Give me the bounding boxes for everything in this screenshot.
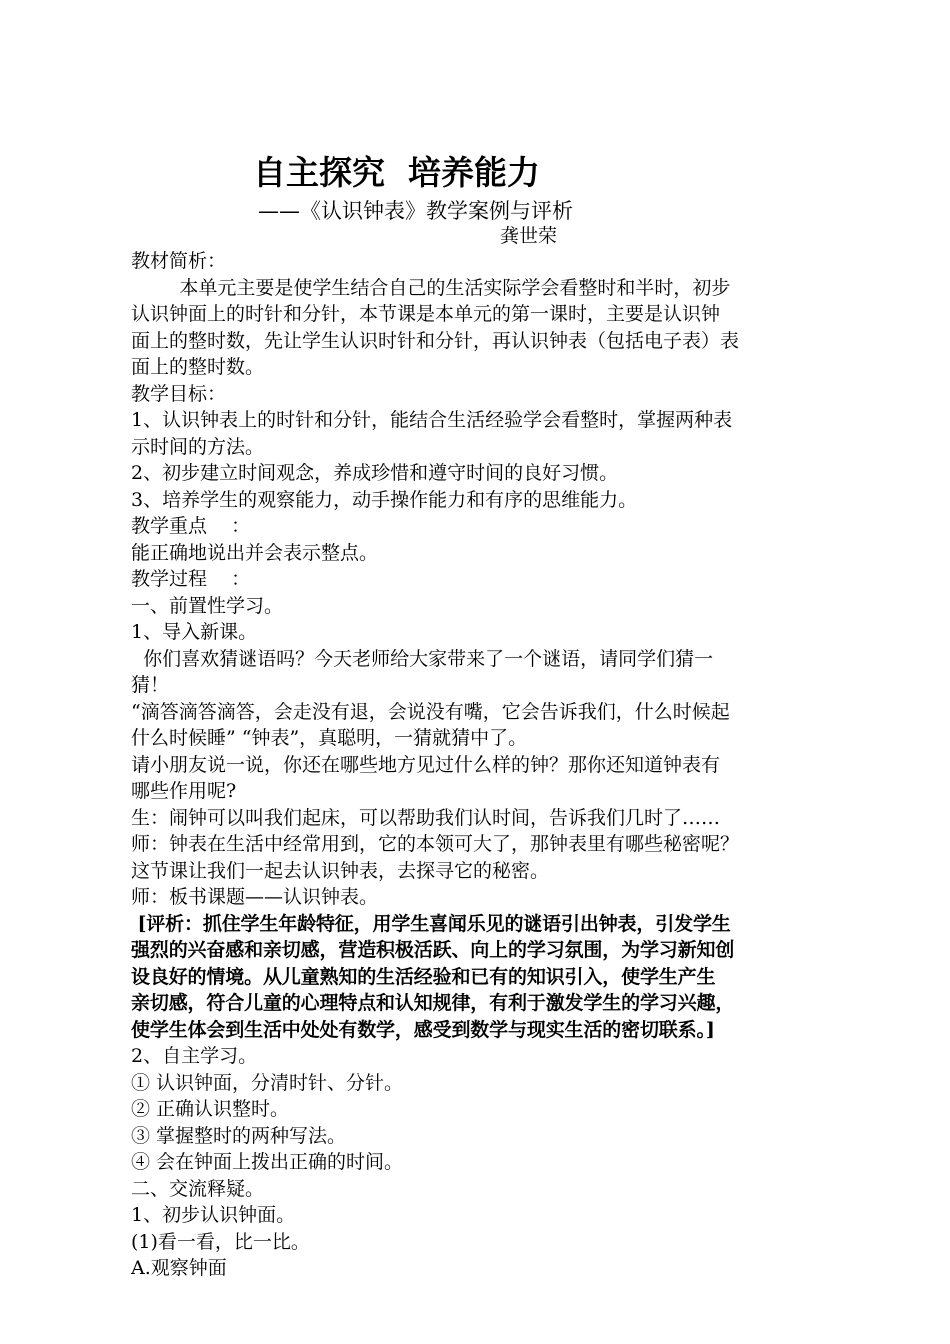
text-line: 二、交流释疑。 xyxy=(131,1177,265,1200)
text-line: 哪些作用呢? xyxy=(131,780,237,802)
text-line: 本单元主要是使学生结合自己的生活实际学会看整时和半时，初步 xyxy=(131,276,731,299)
text-line: 师：钟表在生活中经常用到，它的本领可大了，那钟表里有哪些秘密呢？ xyxy=(131,833,740,855)
text-line: 3、培养学生的观察能力，动手操作能力和有序的思维能力。 xyxy=(131,488,638,511)
text-line: (1)看一看，比一比。 xyxy=(131,1230,310,1253)
text-line: 生：闹钟可以叫我们起床，可以帮助我们认时间，告诉我们几时了…… xyxy=(131,806,721,829)
text-line: 认识钟面上的时针和分针，本节课是本单元的第一课时，主要是认识钟 xyxy=(131,303,721,325)
document-title: 自主探究 培养能力 xyxy=(253,153,540,192)
text-line: 1、初步认识钟面。 xyxy=(131,1204,296,1226)
commentary-line: 设良好的情境。从儿童熟知的生活经验和已有的知识引入，使学生产生 xyxy=(131,965,716,988)
text-line: 请小朋友说一说，你还在哪些地方见过什么样的钟？那你还知道钟表有 xyxy=(131,753,721,776)
text-line: 教学重点 ： xyxy=(131,515,251,537)
text-line: 1、导入新课。 xyxy=(131,621,258,643)
commentary-line: 亲切感，符合儿童的心理特点和认知规律，有利于激发学生的学习兴趣， xyxy=(131,992,735,1014)
text-line: ② 正确认识整时。 xyxy=(131,1098,290,1120)
text-line: A.观察钟面 xyxy=(131,1257,227,1279)
author-name: 龚世荣 xyxy=(500,225,558,247)
text-line: 你们喜欢猜谜语吗？今天老师给大家带来了一个谜语，请同学们猜一 xyxy=(131,647,714,670)
document-subtitle: ——《认识钟表》教学案例与评析 xyxy=(258,199,573,223)
text-line: 能正确地说出并会表示整点。 xyxy=(131,541,379,564)
text-line: 2、初步建立时间观念，养成珍惜和遵守时间的良好习惯。 xyxy=(131,462,619,484)
text-line: 2、自主学习。 xyxy=(131,1045,258,1067)
text-line: 教材简析： xyxy=(131,250,227,272)
text-line: 示时间的方法。 xyxy=(131,435,265,458)
text-line: “滴答滴答滴答，会走没有退，会说没有嘴，它会告诉我们，什么时候起 xyxy=(131,700,730,723)
text-line: 1、认识钟表上的时针和分针，能结合生活经验学会看整时，掌握两种表 xyxy=(131,409,733,431)
text-line: ④ 会在钟面上拨出正确的时间。 xyxy=(131,1151,404,1173)
commentary-line: 强烈的兴奋感和亲切感，营造积极活跃、向上的学习氛围，为学习新知创 xyxy=(131,939,735,961)
document-body xyxy=(131,248,823,1282)
commentary-line: [评析：抓住学生年龄特征，用学生喜闻乐见的谜语引出钟表，引发学生 xyxy=(131,912,731,935)
text-line: 面上的整时数。 xyxy=(131,356,265,378)
text-line: ③ 掌握整时的两种写法。 xyxy=(131,1124,347,1147)
text-line: 师：板书课题——认识钟表。 xyxy=(131,886,379,908)
text-line: 猜！ xyxy=(131,674,170,696)
text-line: 什么时候睡” “钟表”，真聪明，一猜就猜中了。 xyxy=(131,727,528,749)
commentary-line: 使学生体会到生活中处处有数学，感受到数学与现实生活的密切联系。] xyxy=(131,1018,715,1041)
text-line: 面上的整时数，先让学生认识时针和分针，再认识钟表（包括电子表）表 xyxy=(131,329,740,352)
text-line: 教学过程 ： xyxy=(131,568,251,590)
text-line: 一、前置性学习。 xyxy=(131,594,284,617)
text-line: 教学目标： xyxy=(131,382,227,405)
text-line: ① 认识钟面，分清时针、分针。 xyxy=(131,1071,404,1094)
text-line: 这节课让我们一起去认识钟表，去探寻它的秘密。 xyxy=(131,859,550,882)
